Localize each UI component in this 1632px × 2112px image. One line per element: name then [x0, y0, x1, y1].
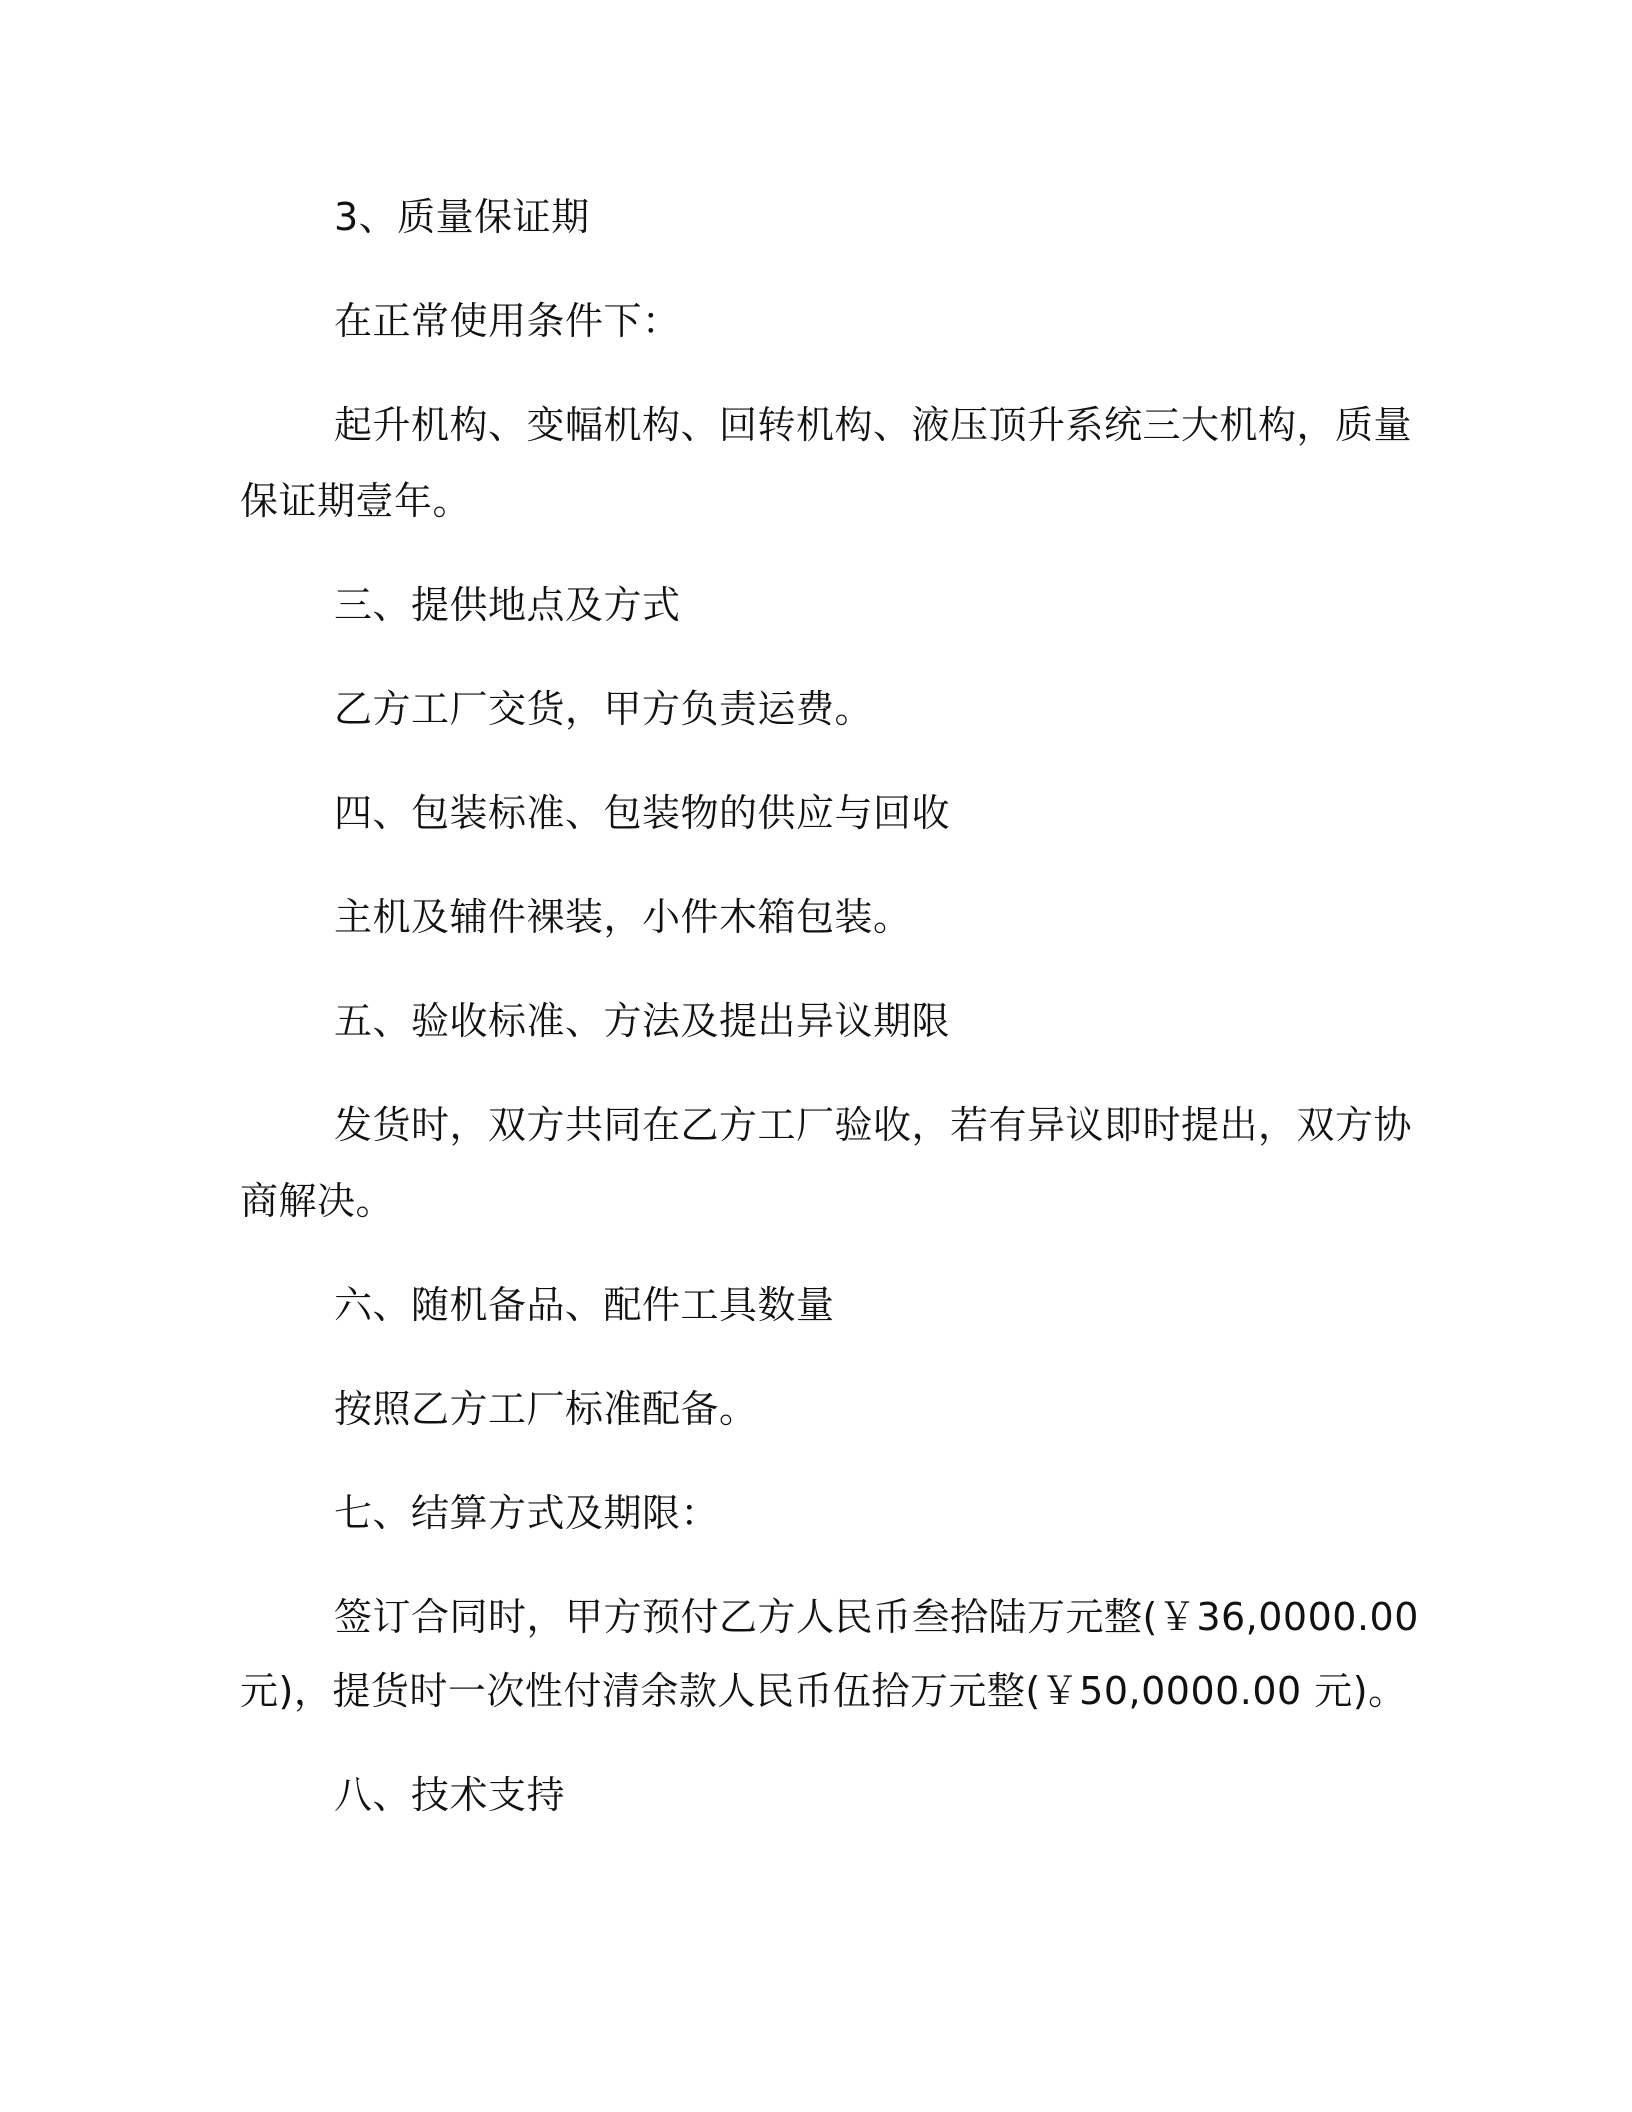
paragraph-acceptance-line2: 商解决。 — [240, 1179, 395, 1223]
section-heading-acceptance: 五、验收标准、方法及提出异议期限 — [334, 999, 951, 1043]
section-heading-spare-parts: 六、随机备品、配件工具数量 — [334, 1283, 835, 1327]
paragraph-settlement-line1: 签订合同时，甲方预付乙方人民币叁拾陆万元整(￥36,0000.00 — [334, 1595, 1419, 1639]
paragraph-delivery: 乙方工厂交货，甲方负责运费。 — [334, 687, 874, 731]
paragraph-spare-parts: 按照乙方工厂标准配备。 — [334, 1387, 758, 1431]
section-heading-packaging: 四、包装标准、包装物的供应与回收 — [334, 791, 951, 835]
section-heading-settlement: 七、结算方式及期限： — [334, 1491, 720, 1535]
paragraph-warranty-mechanisms-line2: 保证期壹年。 — [240, 479, 472, 523]
section-heading-technical-support: 八、技术支持 — [334, 1773, 566, 1817]
paragraph-warranty-mechanisms-line1: 起升机构、变幅机构、回转机构、液压顶升系统三大机构，质量 — [334, 403, 1413, 447]
paragraph-settlement-line2: 元)，提货时一次性付清余款人民币伍拾万元整(￥50,0000.00 元)。 — [240, 1669, 1407, 1713]
paragraph-normal-use: 在正常使用条件下： — [334, 299, 681, 343]
section-heading-quality-warranty: 3、质量保证期 — [334, 195, 590, 239]
paragraph-acceptance-line1: 发货时，双方共同在乙方工厂验收，若有异议即时提出，双方协 — [334, 1103, 1413, 1147]
paragraph-packaging: 主机及辅件裸装，小件木箱包装。 — [334, 895, 912, 939]
section-heading-delivery-location: 三、提供地点及方式 — [334, 583, 681, 627]
